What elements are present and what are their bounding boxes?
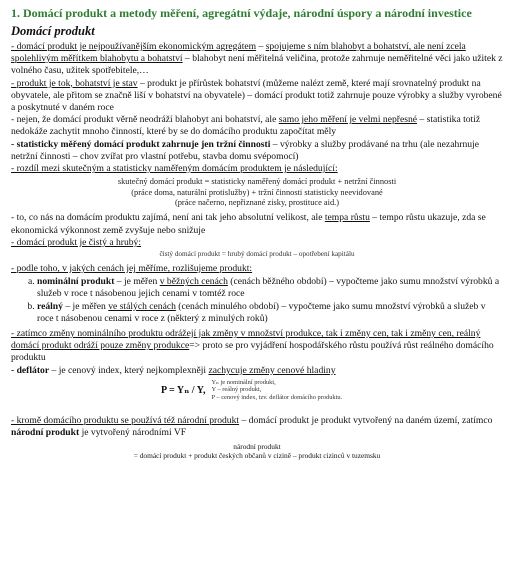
p3-c: – statistika totiž nedokáže zachytit mnoho činností, které by se do domácího produktu započítat měly <box>11 114 481 138</box>
p1-a: - domácí produkt je nejpoužívanějším ekonomickým agregátem <box>11 41 257 52</box>
p7-text: - domácí produkt je čistý a hrubý: <box>11 236 142 248</box>
p5-text: - rozdíl mezi skutečným a statisticky naměřeným domácím produktem je následující: <box>11 163 338 175</box>
list-item <box>37 276 503 300</box>
p4-b: – výrobky a služby prodávané na trhu (ale nezahrnuje netržní činnosti – chov zvířat pro vlastní potřebu, stavba domu svépomocí) <box>11 138 479 162</box>
formula-box-net-product: čistý domácí produkt = hrubý domácí produkt – opotřebení kapitálu <box>159 250 355 259</box>
paragraph-3 <box>11 114 503 138</box>
box3-line1: národní produkt <box>233 441 281 451</box>
item-c: (cenách minulého období) – vypočteme jako sumu množství výrobků a služeb v roce t násobenou cenami v roce z (některý z minulých roků) <box>37 300 486 324</box>
list-item <box>37 301 503 325</box>
p6-c: – tempo růstu ukazuje, zda se ekonomická výkonnost země zvyšuje nebo snižuje <box>11 212 486 236</box>
formula-legend <box>212 379 343 401</box>
paragraph-10 <box>11 365 503 377</box>
p11-b: – domácí produkt je produkt vytvořený na daném území, zatímco <box>239 415 493 427</box>
paragraph-6 <box>11 212 503 236</box>
p1-b: – <box>256 41 266 52</box>
item-c: (cenách běžného období) – vypočteme jako sumu množství výrobků a služeb v roce t násobenou jejich cenami v tomtéž roce <box>37 276 500 300</box>
p1-c: spojujeme s ním blahobyt a bohatství, ale není zcela spolehlivým měřítkem blahobytu a bohatství <box>11 41 466 65</box>
p8-text: - podle toho, v jakých cenách jej měříme, rozlišujeme produkt: <box>11 263 253 275</box>
p10-b: – je cenový index, který nejkomplexněji <box>49 364 209 376</box>
legend-line1: Yₙ je nominální produkt, <box>211 378 276 386</box>
paragraph-1 <box>11 41 503 78</box>
formula-equation: P = Yₙ / Y, <box>161 384 206 396</box>
box1-line2: (práce doma, naturální protislužby) + tržní činnosti statisticky neevidované <box>131 187 383 197</box>
paragraph-9 <box>11 328 503 365</box>
p3-a: - nejen, že domácí produkt věrně neodráží blahobyt ani bohatství, ale <box>11 114 279 126</box>
box1-line1: skutečný domácí produkt = statisticky naměřený domácí produkt + netržní činnosti <box>117 177 397 187</box>
paragraph-4 <box>11 139 503 163</box>
legend-line3: P – cenový index, tzv. deflátor domácího produktu. <box>211 393 343 401</box>
paragraph-8 <box>11 263 503 275</box>
box1-line3: (práce načerno, nepřiznané zisky, prostituce aid.) <box>174 198 340 208</box>
p1-d: – blahobyt není měřitelná veličina, protože zahrnuje neměřitelné věci jako užitek z volného času, užitek spotřebitele,… <box>11 53 503 77</box>
p6-a: - to, co nás na domácím produktu zajímá, není ani tak jeho absolutní velikost, ale <box>11 212 325 224</box>
formula-box-national-product <box>11 442 503 460</box>
deflator-formula <box>161 379 503 401</box>
product-types-list <box>11 276 503 325</box>
item-b: v běžných cenách <box>159 276 228 288</box>
item-a: – je měřen <box>114 276 160 288</box>
item-a: – je měřen <box>62 300 109 312</box>
box3-line2: = domácí produkt + produkt českých občanů v cizině – produkt cizinců v tuzemsku <box>133 450 381 460</box>
item-b: ve stálých cenách <box>108 300 176 312</box>
section-title: Domácí produkt <box>11 24 95 38</box>
p2-a: - produkt je tok, bohatství je stav <box>11 77 138 89</box>
p3-b: samo jeho měření je velmi nepřesné <box>278 114 417 126</box>
p9-b: => proto se pro vyjádření hospodářského růstu používá růst reálného domácího produktu <box>11 340 494 364</box>
p11-a: - kromě domácího produktu se používá též národní produkt <box>11 415 240 427</box>
p10-a: - deflátor <box>11 364 50 376</box>
p4-a: - statisticky měřený domácí produkt zahrnuje jen tržní činnosti <box>11 138 271 150</box>
p6-b: tempa růstu <box>324 212 370 224</box>
page-heading: 1. Domácí produkt a metody měření, agregátní výdaje, národní úspory a národní investice <box>11 6 472 20</box>
paragraph-7 <box>11 237 503 249</box>
p11-d: je vytvořený národními VF <box>79 427 187 439</box>
legend-line2: Y – reálný produkt, <box>211 386 262 394</box>
paragraph-2 <box>11 78 503 115</box>
p2-b: – produkt je přírůstek bohatství (můžeme nalézt země, které mají srovnatelný produkt na obyvatele, ale přitom se značně liší v bohatství na obyvatele) – domácí produkt totiž zahrnuje pouze výrobky a služby vyrobené a poskytnuté v daném roce <box>11 77 502 114</box>
paragraph-5 <box>11 163 503 175</box>
item-term: reálný <box>37 300 63 312</box>
p9-a: - zatímco změny nominálního produktu odrážejí jak změny v množství produkce, tak i změny cen, tak i změny cen, reálný domácí produkt odráží pouze změny produkce <box>11 328 481 352</box>
spacer <box>11 407 503 415</box>
paragraph-11 <box>11 415 503 439</box>
item-term: nominální produkt <box>37 276 115 288</box>
p10-c: zachycuje změny cenové hladiny <box>208 364 336 376</box>
p11-c: národní produkt <box>11 427 80 439</box>
formula-box-real-product <box>11 177 503 208</box>
